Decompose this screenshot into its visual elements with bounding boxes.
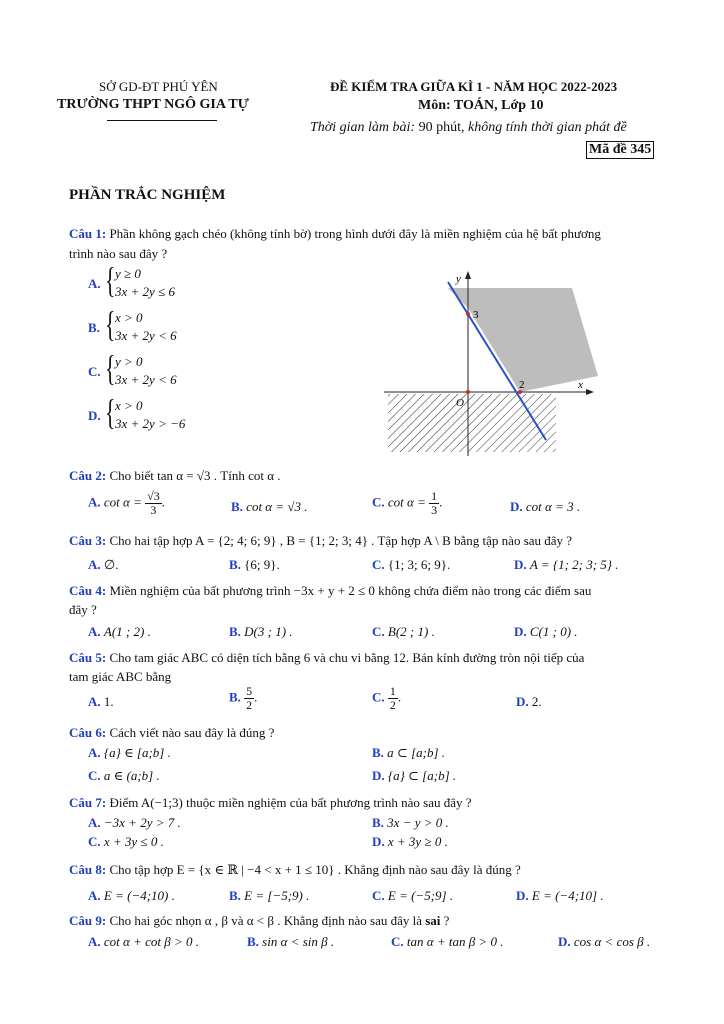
q2-d-text: cot α = 3 . <box>525 499 581 514</box>
q5-option-c[interactable]: C. $\frac{1}{2}$ . <box>372 684 402 712</box>
q5-option-d[interactable]: D. 2. <box>516 694 542 709</box>
exam-subject: Môn: TOÁN, Lớp 10 <box>418 98 544 113</box>
q9-option-c[interactable]: C. tan α + tan β > 0 . <box>391 934 504 949</box>
q2-option-a[interactable]: A. cot α = $\frac{√3}{3}$ . <box>88 489 165 517</box>
time-value: 90 phút, <box>418 120 468 135</box>
q2-c-pre: cot α = <box>387 494 426 510</box>
q2-c-letter: C. <box>372 494 385 510</box>
q1-d-line1: x > 0 <box>115 398 143 413</box>
question-7 <box>69 795 472 811</box>
q3-text: Cho hai tập hợp A = {2; 4; 6; 9} , B = {1; 2; 3; 4} . Tập hợp A \ B bằng tập nào sau đây ? <box>106 533 573 548</box>
q4-text-2: đây ? <box>69 602 97 617</box>
origin-label: O <box>456 397 464 409</box>
question-3 <box>69 533 572 549</box>
q1-label: Câu 1: <box>69 226 107 241</box>
q5-option-b[interactable]: B. $\frac{5}{2}$ . <box>229 684 258 712</box>
q1-graph <box>380 268 604 458</box>
q8-option-d[interactable]: D. E = (−4;10] . <box>516 888 604 903</box>
q7-option-c[interactable]: C. x + 3y ≤ 0 . <box>88 834 164 849</box>
q1-a-line1: y ≥ 0 <box>115 266 141 281</box>
section-title: PHẦN TRẮC NGHIỆM <box>69 187 226 203</box>
q7-option-b[interactable]: B. 3x − y > 0 . <box>372 815 449 830</box>
q6-option-d[interactable]: D. {a} ⊂ [a;b] . <box>372 768 457 783</box>
q4-option-a[interactable]: A. A(1 ; 2) . <box>88 624 151 639</box>
y-axis-label: y <box>456 273 461 285</box>
question-9 <box>69 913 449 929</box>
q6-text: Cách viết nào sau đây là đúng ? <box>106 725 275 740</box>
q7-option-a[interactable]: A. −3x + 2y > 7 . <box>88 815 181 830</box>
q3-option-b[interactable]: B. {6; 9}. <box>229 557 280 572</box>
q3-option-c[interactable]: C. {1; 3; 6; 9}. <box>372 557 451 572</box>
q8-option-a[interactable]: A. E = (−4;10) . <box>88 888 175 903</box>
q4-option-d[interactable]: D. C(1 ; 0) . <box>514 624 578 639</box>
question-6 <box>69 725 274 741</box>
q2-d-letter: D. <box>510 499 523 514</box>
q5-text-2: tam giác ABC bằng <box>69 669 172 684</box>
q5-option-a[interactable]: A. 1. <box>88 694 114 709</box>
q1-c-line1: y > 0 <box>115 354 143 369</box>
q1-option-b-letter[interactable]: B. <box>88 320 100 335</box>
q8-text: Cho tập hợp E = {x ∈ ℝ | −4 < x + 1 ≤ 10} . Khẳng định nào sau đây là đúng ? <box>106 862 521 877</box>
q1-option-a-letter[interactable]: A. <box>88 276 101 291</box>
question-8 <box>69 862 521 878</box>
q8-option-b[interactable]: B. E = [−5;9) . <box>229 888 310 903</box>
exam-time <box>310 120 627 136</box>
q7-text: Điểm A(−1;3) thuộc miền nghiệm của bất phương trình nào sau đây ? <box>106 795 472 810</box>
y-intercept-point <box>466 312 470 316</box>
q4-option-c[interactable]: C. B(2 ; 1) . <box>372 624 435 639</box>
q2-a-letter: A. <box>88 494 101 510</box>
q3-label: Câu 3: <box>69 533 107 548</box>
q7-label: Câu 7: <box>69 795 107 810</box>
q9-option-a[interactable]: A. cot α + cot β > 0 . <box>88 934 199 949</box>
question-5 <box>69 650 584 666</box>
q1-a-line2: 3x + 2y ≤ 6 <box>115 284 175 299</box>
q2-option-d[interactable] <box>510 499 580 515</box>
q2-text: Cho biết tan α = √3 . Tính cot α . <box>106 468 281 483</box>
q1-b-line2: 3x + 2y < 6 <box>115 328 177 343</box>
q9-text: Cho hai góc nhọn α , β và α < β . Khẳng định nào sau đây là <box>106 913 426 928</box>
q2-option-b[interactable] <box>231 499 308 515</box>
dept-name: SỞ GD-ĐT PHÚ YÊN <box>99 79 218 94</box>
solution-region <box>448 288 598 392</box>
q7-option-d[interactable]: D. x + 3y ≥ 0 . <box>372 834 448 849</box>
q9-text-end: ? <box>440 913 450 928</box>
q9-text-bold: sai <box>425 913 441 928</box>
q4-text: Miền nghiệm của bất phương trình −3x + y + 2 ≤ 0 không chứa điểm nào trong các điểm sau <box>106 583 592 598</box>
q3-option-d[interactable]: D. A = {1; 2; 3; 5} . <box>514 557 619 572</box>
q4-option-b[interactable]: B. D(3 ; 1) . <box>229 624 293 639</box>
q3-option-a[interactable]: A. ∅. <box>88 557 119 572</box>
q1-b-line1: x > 0 <box>115 310 143 325</box>
q4-label: Câu 4: <box>69 583 107 598</box>
x-axis-label: x <box>578 379 583 391</box>
q6-option-b[interactable]: B. a ⊂ [a;b] . <box>372 745 446 760</box>
question-4 <box>69 583 591 599</box>
q1-text-2: trình nào sau đây ? <box>69 246 168 261</box>
q1-c-line2: 3x + 2y < 6 <box>115 372 177 387</box>
q8-label: Câu 8: <box>69 862 107 877</box>
question-2 <box>69 468 281 484</box>
q1-d-line2: 3x + 2y > −6 <box>115 416 186 431</box>
q9-option-b[interactable]: B. sin α < sin β . <box>247 934 335 949</box>
origin-point <box>466 390 470 394</box>
q5-text: Cho tam giác ABC có diện tích bằng 6 và chu vi bằng 12. Bán kính đường tròn nội tiếp của <box>106 650 585 665</box>
exam-title: ĐỀ KIỂM TRA GIỮA KÌ 1 - NĂM HỌC 2022-2023 <box>330 79 618 94</box>
question-1 <box>69 226 601 242</box>
time-prefix: Thời gian làm bài: <box>310 120 419 135</box>
q2-b-letter: B. <box>231 499 243 514</box>
time-suffix: không tính thời gian phát đề <box>467 120 627 135</box>
q6-option-a[interactable]: A. {a} ∈ [a;b] . <box>88 745 171 760</box>
q2-label: Câu 2: <box>69 468 107 483</box>
hatched-region <box>388 394 556 452</box>
q2-c-fraction: $\frac{1}{3}$ <box>431 489 438 517</box>
q9-label: Câu 9: <box>69 913 107 928</box>
q5-label: Câu 5: <box>69 650 107 665</box>
q9-option-d[interactable]: D. cos α < cos β . <box>558 934 651 949</box>
y-intercept-label: 3 <box>473 309 479 321</box>
q6-option-c[interactable]: C. a ∈ (a;b] . <box>88 768 160 783</box>
q1-option-c-letter[interactable]: C. <box>88 364 101 379</box>
q1-text: Phần không gạch chéo (không tính bờ) trong hình dưới đây là miền nghiệm của hệ bất phương <box>106 226 601 241</box>
q8-option-c[interactable]: C. E = (−5;9] . <box>372 888 454 903</box>
school-name: TRƯỜNG THPT NGÔ GIA TỰ <box>57 97 249 112</box>
header-underline <box>107 120 217 121</box>
q2-a-pre: cot α = <box>103 494 142 510</box>
x-intercept-label: 2 <box>519 379 525 391</box>
q6-label: Câu 6: <box>69 725 107 740</box>
q1-option-d-letter[interactable]: D. <box>88 408 101 423</box>
q2-b-text: cot α = √3 . <box>246 499 308 514</box>
q2-a-fraction: $\frac{√3}{3}$ <box>147 489 160 517</box>
exam-code: Mã đề 345 <box>586 141 654 159</box>
q2-option-c[interactable]: C. cot α = $\frac{1}{3}$ . <box>372 489 443 517</box>
